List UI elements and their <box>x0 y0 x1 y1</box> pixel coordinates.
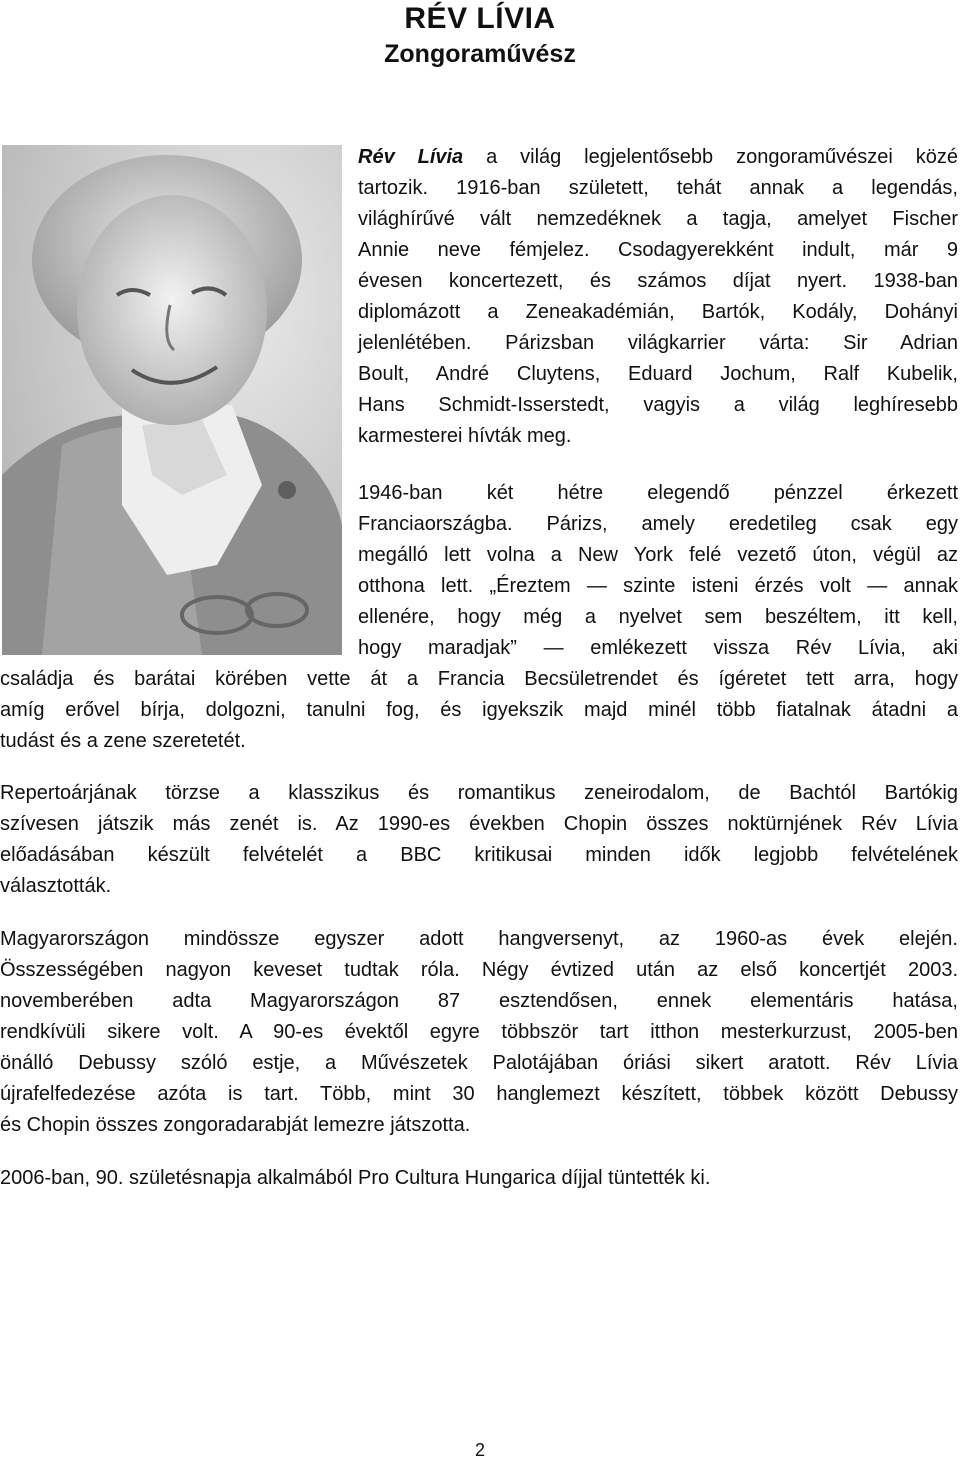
line-text: rendkívüli sikere volt. A 90-es évektől egyre többször tart itthon mesterkurzust, 2005-ben <box>0 1021 958 1043</box>
line-text: amíg erővel bírja, dolgozni, tanulni fog, és igyekszik majd minél több fiatalnak átadni a <box>0 699 958 721</box>
line-text: Franciaországba. Párizs, amely eredetileg csak egy <box>358 513 958 535</box>
line-text: megálló lett volna a New York felé vezető úton, végül az <box>358 544 958 566</box>
text-line <box>0 1079 958 1109</box>
text-line <box>358 328 958 358</box>
text-line <box>358 142 958 172</box>
line-text: és Chopin összes zongoradarabját lemezre játszotta. <box>0 1114 471 1136</box>
line-text: világhírűvé vált nemzedéknek a tagja, amelyet Fischer <box>358 208 958 230</box>
text-line <box>0 664 958 694</box>
line-text: Repertoárjának törzse a klasszikus és romantikus zeneirodalom, de Bachtól Bartókig <box>0 782 958 804</box>
text-line <box>358 421 958 451</box>
text-line <box>0 778 958 808</box>
text-line <box>358 602 958 632</box>
text-line <box>0 695 958 725</box>
text-line <box>0 1110 958 1140</box>
text-line <box>358 571 958 601</box>
line-text: jelenlétében. Párizsban világkarrier várta: Sir Adrian <box>358 332 958 354</box>
page-title: RÉV LÍVIA <box>404 2 556 35</box>
text-line <box>358 509 958 539</box>
text-line <box>0 809 958 839</box>
text-line <box>0 986 958 1016</box>
line-text: hogy maradjak” — emlékezett vissza Rév Lívia, aki <box>358 637 958 659</box>
line-text: novemberében adta Magyarországon 87 esztendősen, ennek elementáris hatása, <box>0 990 958 1012</box>
portrait-photo <box>2 145 342 655</box>
line-text: Összességében nagyon keveset tudtak róla. Négy évtized után az első koncertjét 2003. <box>0 959 958 981</box>
text-line <box>358 478 958 508</box>
text-line <box>358 359 958 389</box>
line-text: 1946-ban két hétre elegendő pénzzel érkezett <box>358 482 958 504</box>
text-line <box>0 1017 958 1047</box>
text-line <box>0 871 958 901</box>
subject-name: Rév Lívia <box>358 146 464 168</box>
line-text: ellenére, hogy még a nyelvet sem beszéltem, itt kell, <box>358 606 958 628</box>
text-line <box>358 297 958 327</box>
line-text: 2006-ban, 90. születésnapja alkalmából Pro Cultura Hungarica díjjal tüntették ki. <box>0 1167 711 1189</box>
line-text: Boult, André Cluytens, Eduard Jochum, Ralf Kubelik, <box>358 363 958 385</box>
portrait-illustration <box>2 145 342 655</box>
text-line <box>358 540 958 570</box>
line-text: Annie neve fémjelez. Csodagyerekként indult, már 9 <box>358 239 958 261</box>
line-text: tartozik. 1916-ban született, tehát annak a legendás, <box>358 177 958 199</box>
line-text: családja és barátai körében vette át a Francia Becsületrendet és ígéretet tett arra, hogy <box>0 668 958 690</box>
text-line <box>358 235 958 265</box>
line-text: otthona lett. „Éreztem — szinte isteni érzés volt — annak <box>358 575 958 597</box>
text-line <box>358 390 958 420</box>
text-line <box>0 1163 958 1193</box>
line-text: Hans Schmidt-Isserstedt, vagyis a világ leghíresebb <box>358 394 958 416</box>
text-line <box>0 1048 958 1078</box>
page-number: 2 <box>474 1440 485 1460</box>
text-line <box>0 840 958 870</box>
line-text: önálló Debussy szóló estje, a Művészetek Palotájában óriási sikert aratott. Rév Lívia <box>0 1052 958 1074</box>
line-text: karmesterei hívták meg. <box>358 425 572 447</box>
line-text: szívesen játszik más zenét is. Az 1990-es években Chopin összes noktürnjének Rév Lívia <box>0 813 958 835</box>
text-line <box>358 633 958 663</box>
line-text: diplomázott a Zeneakadémián, Bartók, Kodály, Dohányi <box>358 301 958 323</box>
text-line <box>358 204 958 234</box>
text-line <box>0 726 958 756</box>
text-line <box>358 173 958 203</box>
line-text: újrafelfedezése azóta is tart. Több, mint 30 hanglemezt készített, többek között Debussy <box>0 1083 958 1105</box>
text-line <box>0 955 958 985</box>
line-text: évesen koncertezett, és számos díjat nyert. 1938-ban <box>358 270 958 292</box>
line-text: előadásában készült felvételét a BBC kritikusai minden idők legjobb felvételének <box>0 844 958 866</box>
line-text: tudást és a zene szeretetét. <box>0 730 246 752</box>
text-line <box>0 924 958 954</box>
text-line <box>358 266 958 296</box>
page-subtitle: Zongoraművész <box>384 40 576 68</box>
line-text: Magyarországon mindössze egyszer adott hangversenyt, az 1960-as évek elején. <box>0 928 958 950</box>
line-text: a világ legjelentősebb zongoraművészei közé <box>486 146 958 168</box>
line-text: választották. <box>0 875 112 897</box>
